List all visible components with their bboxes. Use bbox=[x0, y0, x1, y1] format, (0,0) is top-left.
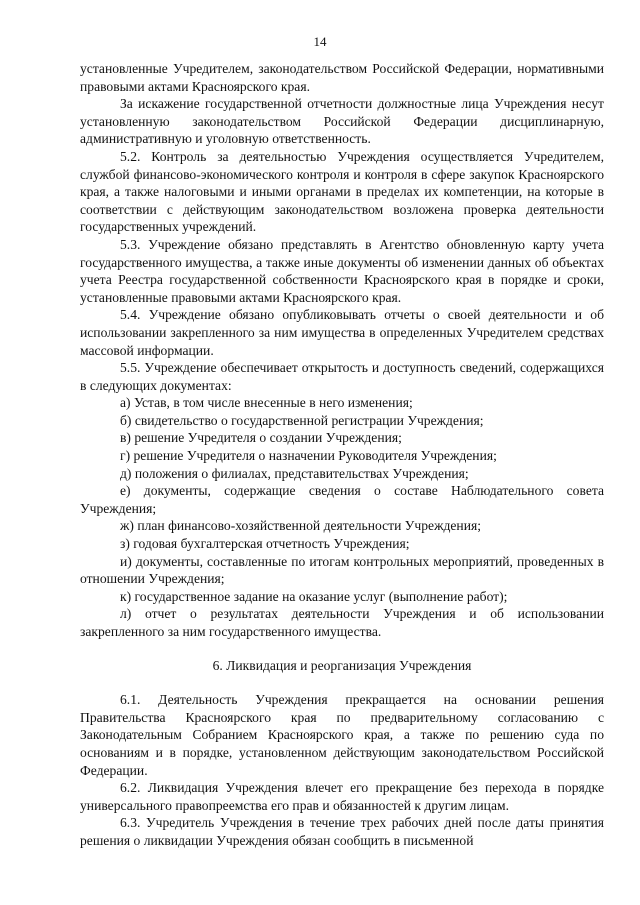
paragraph-5-4: 5.4. Учреждение обязано опубликовывать отчеты о своей деятельности и об использовании закрепленного за ним имущества в определенных Учредителем средствах массовой информации. bbox=[80, 307, 604, 358]
list-item: г) решение Учредителя о назначении Руководителя Учреждения; bbox=[120, 448, 497, 464]
paragraph-6-1: 6.1. Деятельность Учреждения прекращается на основании решения Правительства Красноярского края по предварительному согласованию с Законодательным Собранием Красноярского края, а также по решению суда по основаниям и в порядке, установленном действующим законодательством Российской Федерации. bbox=[80, 692, 604, 778]
list-item: е) документы, содержащие сведения о составе Наблюдательного совета Учреждения; bbox=[80, 483, 604, 516]
list-item: к) государственное задание на оказание услуг (выполнение работ); bbox=[120, 588, 508, 604]
list-item: ж) план финансово-хозяйственной деятельности Учреждения; bbox=[120, 518, 481, 534]
list-item: л) отчет о результатах деятельности Учреждения и об использовании закрепленного за ним государственного имущества. bbox=[80, 606, 604, 639]
paragraph-6-2: 6.2. Ликвидация Учреждения влечет его прекращение без перехода в порядке универсального правопреемства его прав и обязанностей к другим лицам. bbox=[80, 780, 604, 813]
document-body bbox=[80, 60, 604, 850]
list-item: а) Устав, в том числе внесенные в него изменения; bbox=[120, 395, 413, 411]
list-item: и) документы, составленные по итогам контрольных мероприятий, проведенных в отношении Учреждения; bbox=[80, 553, 604, 587]
page-number: 14 bbox=[313, 34, 327, 49]
list-item: б) свидетельство о государственной регистрации Учреждения; bbox=[120, 412, 484, 428]
list-item: д) положения о филиалах, представительствах Учреждения; bbox=[120, 465, 469, 481]
section-heading: 6. Ликвидация и реорганизация Учреждения bbox=[212, 657, 472, 673]
list-item: з) годовая бухгалтерская отчетность Учреждения; bbox=[120, 536, 410, 552]
paragraph: За искажение государственной отчетности должностные лица Учреждения несут установленную законодательством Российской Федерации дисциплинарную, административную и уголовную ответственность. bbox=[80, 96, 604, 147]
list-item: в) решение Учредителя о создании Учреждения; bbox=[120, 430, 402, 446]
paragraph-5-5: 5.5. Учреждение обеспечивает открытость и доступность сведений, содержащихся в следующих документах: bbox=[80, 360, 604, 393]
paragraph-5-2: 5.2. Контроль за деятельностью Учреждения осуществляется Учредителем, службой финансово-экономического контроля и контроля в сфере закупок Красноярского края, а также налоговыми и иными органами в пределах их компетенции, на которые в соответствии с действующим законодательством возложена проверка деятельности государственных учреждений. bbox=[80, 148, 604, 235]
paragraph: установленные Учредителем, законодательством Российской Федерации, нормативными правовыми актами Красноярского края. bbox=[80, 61, 604, 94]
paragraph-5-3: 5.3. Учреждение обязано представлять в Агентство обновленную карту учета государственного имущества, а также иные документы об изменении данных об объектах учета Реестра государственной собственности Красноярского края в порядке и сроки, установленные правовыми актами Красноярского края. bbox=[80, 236, 604, 305]
paragraph-6-3: 6.3. Учредитель Учреждения в течение трех рабочих дней после даты принятия решения о ликвидации Учреждения обязан сообщить в письменной bbox=[80, 815, 604, 848]
